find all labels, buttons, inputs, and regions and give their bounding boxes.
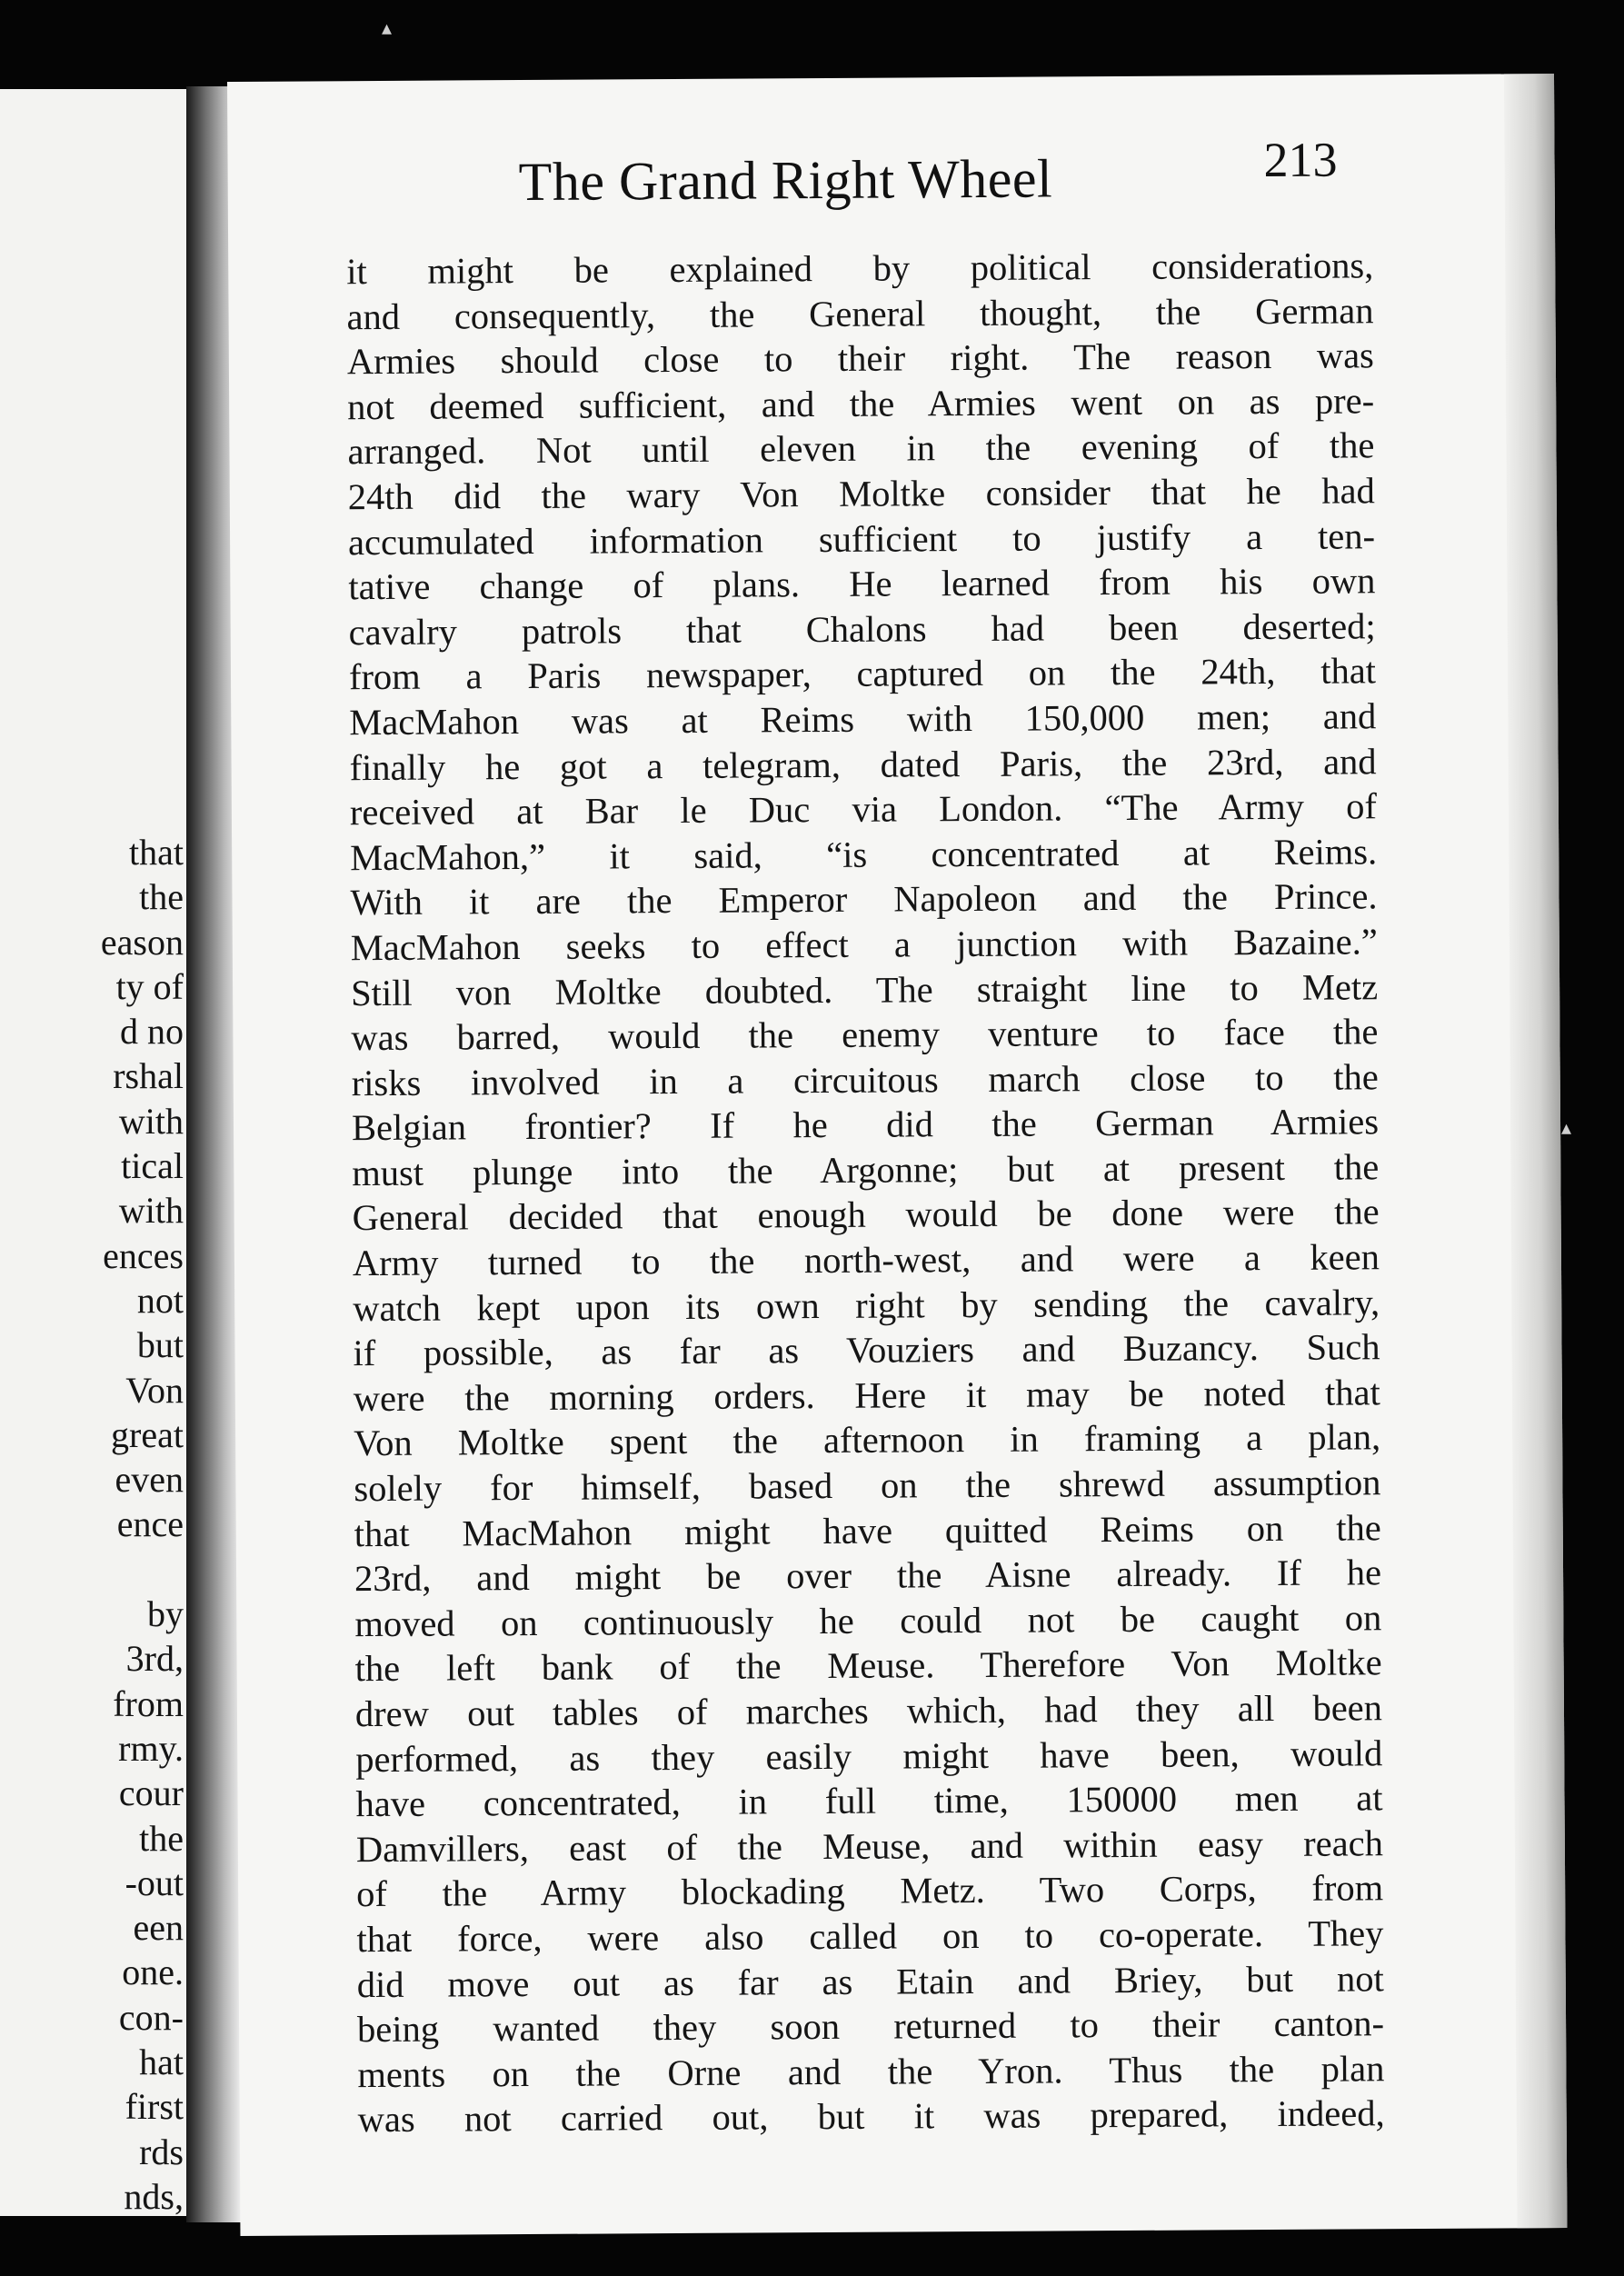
left-fragment bbox=[0, 1547, 184, 1592]
text-line: MacMahon seeks to effect a junction with Bazaine.” bbox=[350, 921, 1378, 969]
left-fragment: rshal bbox=[113, 1055, 184, 1097]
page-edge bbox=[1504, 74, 1567, 2228]
text-line: from a Paris newspaper, captured on the 24th, that bbox=[348, 650, 1377, 698]
text-line: did move out as far as Etain and Briey, but not bbox=[356, 1957, 1384, 2005]
text-line: 23rd, and might be over the Aisne already. If he bbox=[354, 1552, 1382, 1600]
scan-speck: ▴ bbox=[382, 16, 393, 39]
running-head: The Grand Right Wheel bbox=[518, 148, 1053, 213]
text-line: Armies should close to their right. The reason was bbox=[346, 334, 1374, 383]
text-line: Damvillers, east of the Meuse, and within easy reach bbox=[355, 1822, 1383, 1870]
text-line: arranged. Not until eleven in the evening of the bbox=[347, 424, 1375, 473]
left-fragment: tical bbox=[121, 1145, 184, 1187]
left-fragment: first bbox=[125, 2086, 184, 2128]
text-line: MacMahon was at Reims with 150,000 men; and bbox=[349, 695, 1377, 744]
left-fragment: hat bbox=[139, 2041, 184, 2083]
text-line: Belgian frontier? If he did the German Armies bbox=[351, 1101, 1380, 1149]
text-line: and consequently, the General thought, the German bbox=[346, 289, 1374, 337]
text-line: With it are the Emperor Napoleon and the Prince. bbox=[350, 875, 1378, 923]
left-fragment: Von bbox=[125, 1369, 184, 1411]
left-fragment: with bbox=[118, 1100, 184, 1142]
text-line: if possible, as far as Vouziers and Buzancy. Such bbox=[353, 1326, 1380, 1374]
left-fragment: ty of bbox=[115, 965, 184, 1007]
text-line: risks involved in a circuitous march close to the bbox=[351, 1055, 1379, 1103]
text-line: ments on the Orne and the Yron. Thus the plan bbox=[357, 2048, 1385, 2095]
left-fragment: nds, bbox=[124, 2175, 184, 2216]
page-number: 213 bbox=[1263, 132, 1338, 188]
text-line: moved on continuously he could not be caught on bbox=[354, 1597, 1382, 1644]
text-line: General decided that enough would be done were the bbox=[352, 1191, 1380, 1239]
text-line: must plunge into the Argonne; but at present the bbox=[352, 1146, 1380, 1194]
left-fragment: een bbox=[133, 1907, 184, 1949]
text-line: the left bank of the Meuse. Therefore Von Moltke bbox=[354, 1642, 1382, 1690]
left-fragment: that bbox=[129, 832, 184, 873]
left-fragment: with bbox=[118, 1190, 184, 1232]
text-line: that force, were also called on to co-operate. They bbox=[356, 1912, 1384, 1961]
text-line: Still von Moltke doubted. The straight line to Metz bbox=[350, 965, 1379, 1013]
text-line: not deemed sufficient, and the Armies went on as pre- bbox=[347, 380, 1375, 427]
text-line: was barred, would the enemy venture to face the bbox=[351, 1011, 1379, 1059]
text-line: drew out tables of marches which, had they all been bbox=[354, 1687, 1383, 1735]
left-page-text-fragments bbox=[0, 830, 184, 2216]
text-line: finally he got a telegram, dated Paris, the 23rd, and bbox=[349, 740, 1377, 788]
left-fragment: ence bbox=[116, 1503, 184, 1545]
left-fragment: eason bbox=[100, 921, 184, 963]
text-line: was not carried out, but it was prepared, indeed, bbox=[357, 2092, 1385, 2141]
right-page bbox=[227, 74, 1567, 2236]
text-line: were the morning orders. Here it may be noted that bbox=[353, 1372, 1380, 1420]
left-fragment: one. bbox=[122, 1952, 184, 1993]
text-line: accumulated information sufficient to justify a ten- bbox=[347, 514, 1376, 563]
left-fragment: from bbox=[113, 1682, 184, 1724]
scan-speck: ▴ bbox=[1561, 1116, 1572, 1139]
left-fragment: 3rd, bbox=[125, 1638, 184, 1680]
left-fragment: by bbox=[147, 1593, 184, 1635]
left-page bbox=[0, 89, 193, 2216]
left-fragment: great bbox=[111, 1413, 184, 1455]
text-line: tative change of plans. He learned from his own bbox=[348, 560, 1376, 608]
text-line: 24th did the wary Von Moltke consider that he had bbox=[347, 470, 1375, 518]
left-fragment: d no bbox=[120, 1011, 184, 1053]
text-line: solely for himself, based on the shrewd assumption bbox=[354, 1462, 1381, 1510]
text-line: Army turned to the north-west, and were a keen bbox=[352, 1236, 1380, 1284]
text-line: Von Moltke spent the afternoon in framing a plan, bbox=[354, 1416, 1381, 1464]
left-fragment: the bbox=[139, 876, 184, 918]
text-line: have concentrated, in full time, 150000 men at bbox=[355, 1777, 1383, 1825]
left-fragment: not bbox=[136, 1279, 184, 1321]
text-line: cavalry patrols that Chalons had been deserted; bbox=[348, 605, 1376, 653]
text-line: performed, as they easily might have been, would bbox=[355, 1732, 1383, 1780]
left-fragment: the bbox=[139, 1817, 184, 1859]
left-fragment: -out bbox=[125, 1862, 184, 1903]
left-fragment: rmy. bbox=[118, 1727, 184, 1769]
text-line: being wanted they soon returned to their canton- bbox=[356, 2002, 1385, 2051]
body-text bbox=[346, 243, 1385, 2142]
left-fragment: even bbox=[115, 1459, 184, 1501]
text-line: MacMahon,” it said, “is concentrated at Reims. bbox=[350, 831, 1378, 878]
text-line: it might be explained by political considerations, bbox=[346, 245, 1374, 293]
left-fragment: rds bbox=[139, 2131, 184, 2172]
text-line: received at Bar le Duc via London. “The Army of bbox=[349, 785, 1378, 834]
left-fragment: ences bbox=[103, 1234, 184, 1276]
text-line: that MacMahon might have quitted Reims on the bbox=[354, 1506, 1381, 1554]
text-line: of the Army blockading Metz. Two Corps, from bbox=[356, 1867, 1384, 1915]
left-fragment: cour bbox=[118, 1772, 184, 1814]
left-fragment: but bbox=[136, 1324, 184, 1366]
text-line: watch kept upon its own right by sending the cavalry, bbox=[353, 1281, 1380, 1329]
left-fragment: con- bbox=[118, 1996, 184, 2038]
